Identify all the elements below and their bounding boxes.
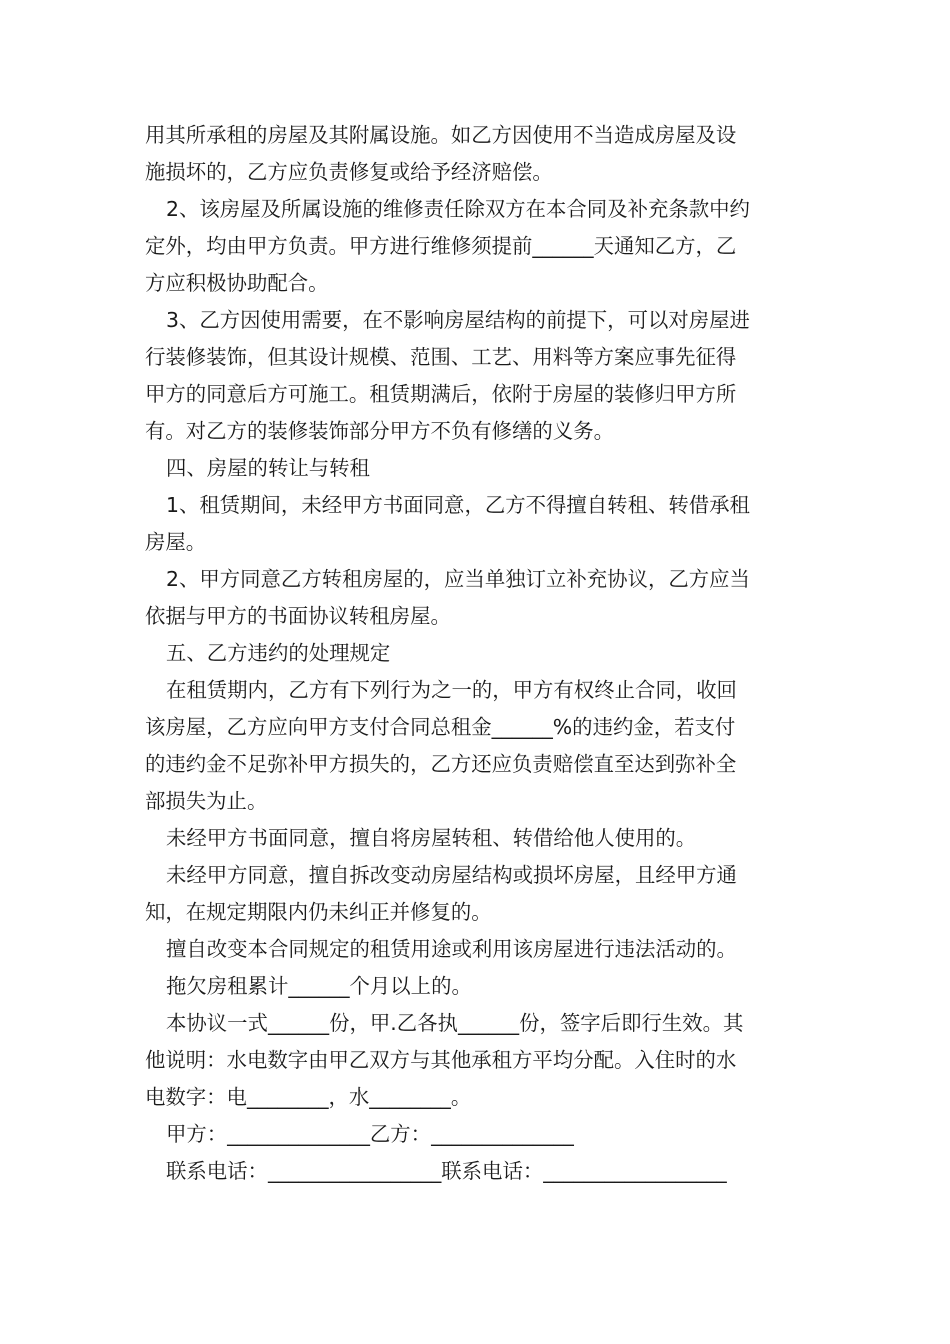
clause-line: 未经甲方同意，擅自拆改变动房屋结构或损坏房屋，且经甲方通 bbox=[166, 863, 737, 887]
clause-line: 3、乙方因使用需要，在不影响房屋结构的前提下，可以对房屋进 bbox=[166, 308, 750, 332]
signature-line: 甲方：______________乙方：______________ bbox=[166, 1122, 574, 1146]
clause-line: 拖欠房租累计______个月以上的。 bbox=[166, 974, 472, 998]
text-line: 该房屋，乙方应向甲方支付合同总租金______%的违约金，若支付 bbox=[145, 715, 736, 739]
text-line: 施损坏的，乙方应负责修复或给予经济赔偿。 bbox=[145, 160, 553, 184]
contract-body bbox=[145, 117, 810, 1190]
clause-line: 1、租赁期间，未经甲方书面同意，乙方不得擅自转租、转借承租 bbox=[166, 493, 750, 517]
text-line: 部损失为止。 bbox=[145, 789, 268, 813]
text-line: 房屋。 bbox=[145, 530, 207, 554]
clause-line: 未经甲方书面同意，擅自将房屋转租、转借给他人使用的。 bbox=[166, 826, 697, 850]
text-line: 行装修装饰，但其设计规模、范围、工艺、用料等方案应事先征得 bbox=[145, 345, 737, 369]
clause-line: 本协议一式______份，甲.乙各执______份，签字后即行生效。其 bbox=[166, 1011, 744, 1035]
text-line: 电数字：电________，水________。 bbox=[145, 1085, 472, 1109]
phone-line: 联系电话：_________________联系电话：__________________ bbox=[166, 1159, 727, 1183]
clause-line: 擅自改变本合同规定的租赁用途或利用该房屋进行违法活动的。 bbox=[166, 937, 737, 961]
section-heading: 五、乙方违约的处理规定 bbox=[166, 641, 391, 665]
text-line: 定外，均由甲方负责。甲方进行维修须提前______天通知乙方，乙 bbox=[145, 234, 737, 258]
text-line: 方应积极协助配合。 bbox=[145, 271, 329, 295]
clause-line: 在租赁期内，乙方有下列行为之一的，甲方有权终止合同，收回 bbox=[166, 678, 737, 702]
text-line: 用其所承租的房屋及其附属设施。如乙方因使用不当造成房屋及设 bbox=[145, 123, 737, 147]
text-line: 的违约金不足弥补甲方损失的，乙方还应负责赔偿直至达到弥补全 bbox=[145, 752, 737, 776]
text-line: 甲方的同意后方可施工。租赁期满后，依附于房屋的装修归甲方所 bbox=[145, 382, 737, 406]
clause-line: 2、甲方同意乙方转租房屋的，应当单独订立补充协议，乙方应当 bbox=[166, 567, 750, 591]
text-line: 依据与甲方的书面协议转租房屋。 bbox=[145, 604, 451, 628]
text-line: 知，在规定期限内仍未纠正并修复的。 bbox=[145, 900, 492, 924]
clause-line: 2、该房屋及所属设施的维修责任除双方在本合同及补充条款中约 bbox=[166, 197, 750, 221]
text-line: 有。对乙方的装修装饰部分甲方不负有修缮的义务。 bbox=[145, 419, 614, 443]
text-line: 他说明：水电数字由甲乙双方与其他承租方平均分配。入住时的水 bbox=[145, 1048, 737, 1072]
section-heading: 四、房屋的转让与转租 bbox=[166, 456, 370, 480]
